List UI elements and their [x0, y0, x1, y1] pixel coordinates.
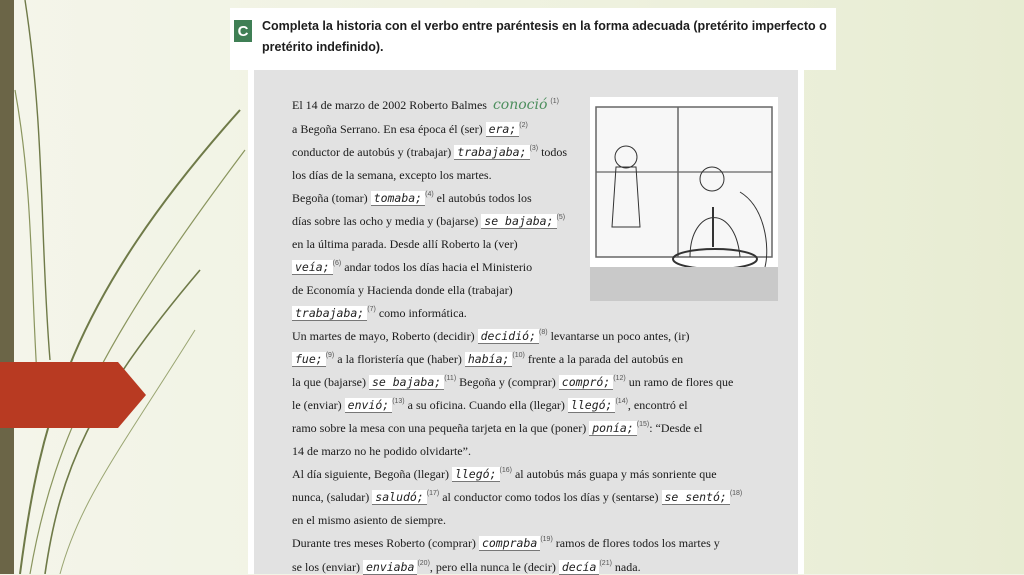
text-line — [292, 259, 532, 275]
answer-field: llegó; — [568, 398, 616, 413]
text-line — [292, 420, 703, 436]
line-text: como informática. — [375, 306, 467, 320]
answer-field: era; — [486, 122, 520, 137]
line-text: el autobús todos los — [433, 191, 532, 205]
exercise-panel — [254, 70, 798, 574]
line-text: un ramo de flores que — [625, 375, 734, 389]
blank-number: (16) — [499, 467, 512, 474]
answer-field: llegó; — [452, 467, 500, 482]
line-text: a Begoña Serrano. En esa época él (ser) — [292, 122, 486, 136]
line-text: a la floristería que (haber) — [334, 352, 465, 366]
line-text: Begoña y (comprar) — [456, 375, 559, 389]
text-line — [292, 489, 742, 505]
answer-field: trabajaba; — [454, 145, 529, 160]
answer-field: se bajaba; — [481, 214, 556, 229]
line-text: en la última parada. Desde allí Roberto la (ver) — [292, 237, 518, 251]
exercise-page — [248, 70, 804, 574]
instruction-text: Completa la historia con el verbo entre paréntesis en la forma adecuada (pretérito imperfecto o pretérito indefinido). — [262, 19, 827, 54]
answer-field: fue; — [292, 352, 326, 367]
exercise-header — [230, 8, 836, 70]
line-text: Durante tres meses Roberto (comprar) — [292, 536, 479, 550]
line-text: Un martes de mayo, Roberto (decidir) — [292, 329, 478, 343]
blank-number: (1) — [550, 98, 559, 105]
line-text: 14 de marzo no he podido olvidarte”. — [292, 444, 471, 458]
red-arrow-shape — [0, 362, 146, 428]
answer-field: decidió; — [478, 329, 539, 344]
blank-number: (19) — [540, 536, 553, 543]
line-text: días sobre las ocho y media y (bajarse) — [292, 214, 482, 228]
line-text: andar todos los días hacia el Ministerio — [341, 260, 533, 274]
line-text: al autobús más guapa y más sonriente que — [511, 467, 717, 481]
blank-number: (11) — [444, 375, 457, 382]
line-text: , encontró el — [627, 398, 688, 412]
text-line — [292, 305, 467, 321]
text-line — [292, 121, 528, 137]
blank-number: (18) — [729, 490, 743, 497]
blank-number: (2) — [519, 122, 528, 129]
answer-field: envió; — [345, 398, 393, 413]
text-line — [292, 466, 717, 482]
blank-number: (17) — [426, 490, 440, 497]
answer-field: compró; — [559, 375, 613, 390]
answer-field: ponía; — [589, 421, 637, 436]
text-line — [292, 213, 565, 229]
answer-field: se bajaba; — [369, 375, 444, 390]
blank-number: (5) — [556, 214, 566, 221]
blank-number: (14) — [615, 398, 628, 405]
answer-field: se sentó; — [662, 490, 730, 505]
text-line — [292, 351, 683, 367]
line-text: se los (enviar) — [292, 560, 363, 574]
text-line — [292, 97, 559, 113]
text-line — [292, 328, 690, 344]
text-line — [292, 512, 446, 528]
text-line — [292, 559, 641, 575]
blank-number: (4) — [425, 191, 434, 198]
line-text: a su oficina. Cuando ella (llegar) — [404, 398, 568, 412]
blank-number: (6) — [332, 260, 342, 267]
text-line — [292, 236, 518, 252]
line-text: frente a la parada del autobús en — [524, 352, 684, 366]
answer-field: saludó; — [372, 490, 426, 505]
bus-driver-illustration — [590, 97, 778, 301]
line-text: los días de la semana, excepto los martes. — [292, 168, 492, 182]
answer-field: había; — [465, 352, 513, 367]
answer-field: tomaba; — [371, 191, 425, 206]
text-line — [292, 535, 720, 551]
line-text: le (enviar) — [292, 398, 345, 412]
blank-number: (21) — [599, 560, 612, 567]
line-text: ramos de flores todos los martes y — [552, 536, 720, 550]
text-line — [292, 144, 567, 160]
line-text: de Economía y Hacienda donde ella (trabajar) — [292, 283, 513, 297]
line-text: todos — [538, 145, 568, 159]
blank-number: (12) — [613, 375, 626, 382]
line-text: al conductor como todos los días y (sentarse) — [439, 490, 662, 504]
text-line — [292, 443, 471, 459]
blank-number: (3) — [529, 145, 539, 152]
blank-number: (8) — [539, 329, 548, 336]
blank-number: (9) — [325, 352, 335, 359]
line-text: Begoña (tomar) — [292, 191, 371, 205]
blank-number: (20) — [417, 560, 430, 567]
answer-field: veía; — [292, 260, 333, 275]
answer-field: enviaba — [363, 560, 417, 575]
text-line — [292, 190, 532, 206]
blank-number: (13) — [392, 398, 405, 405]
text-line — [292, 374, 733, 390]
decorative-curves — [0, 0, 260, 574]
text-line — [292, 282, 513, 298]
blank-number: (15) — [636, 421, 650, 428]
line-text: conductor de autobús y (trabajar) — [292, 145, 455, 159]
answer-field: decía — [559, 560, 600, 575]
line-text: : “Desde el — [649, 421, 703, 435]
line-text: la que (bajarse) — [292, 375, 369, 389]
answer-field: compraba — [479, 536, 540, 551]
blank-number: (7) — [367, 306, 376, 313]
line-text: nada. — [611, 560, 641, 574]
text-line — [292, 167, 492, 183]
line-text: ramo sobre la mesa con una pequeña tarjeta en la que (poner) — [292, 421, 590, 435]
line-text: nunca, (saludar) — [292, 490, 373, 504]
line-text: El 14 de marzo de 2002 Roberto Balmes — [292, 98, 490, 112]
answer-field: conoció — [492, 97, 548, 113]
line-text: Al día siguiente, Begoña (llegar) — [292, 467, 452, 481]
answer-field: trabajaba; — [292, 306, 367, 321]
line-text: , pero ella nunca le (decir) — [429, 560, 559, 574]
line-text: en el mismo asiento de siempre. — [292, 513, 446, 527]
section-badge: C — [234, 20, 252, 42]
line-text: levantarse un poco antes, (ir) — [547, 329, 690, 343]
blank-number: (10) — [512, 352, 525, 359]
text-line — [292, 397, 688, 413]
